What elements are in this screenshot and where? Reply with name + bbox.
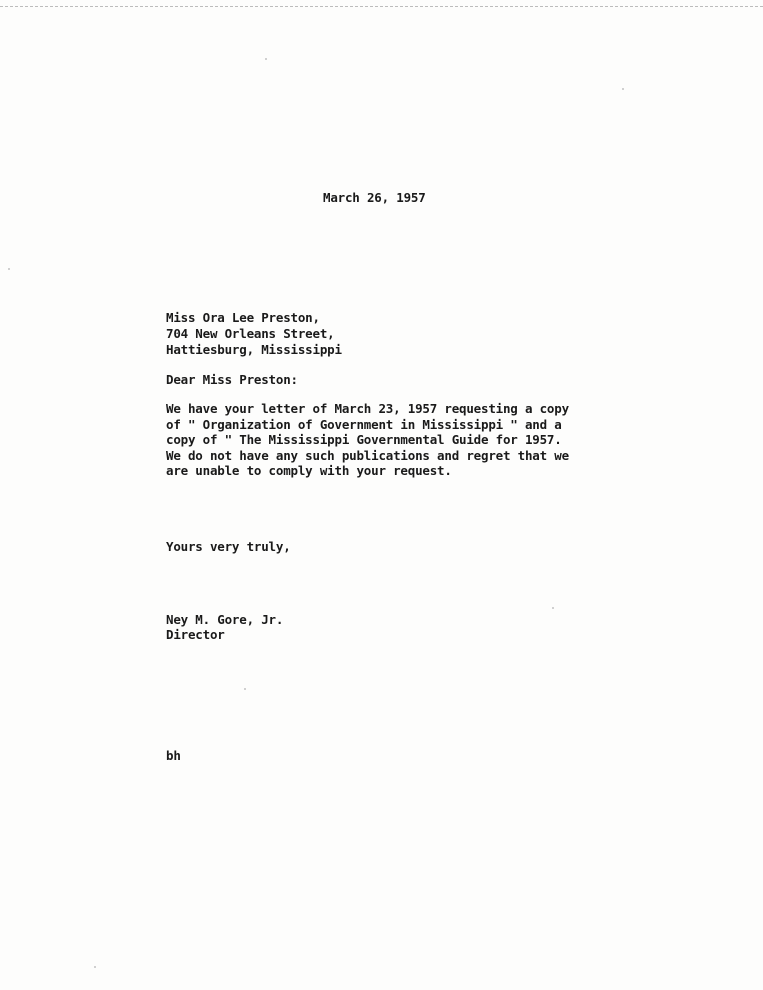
scan-speck xyxy=(8,268,10,270)
scan-speck xyxy=(244,688,246,690)
salutation: Dear Miss Preston: xyxy=(166,372,298,387)
recipient-name: Miss Ora Lee Preston, xyxy=(166,310,320,325)
letter-date: March 26, 1957 xyxy=(323,190,426,205)
scan-speck xyxy=(265,58,267,60)
scan-speck xyxy=(552,607,554,609)
signer-title: Director xyxy=(166,627,225,642)
recipient-address xyxy=(166,310,342,358)
body-line: copy of " The Mississippi Governmental Guide for 1957. xyxy=(166,432,562,447)
scan-speck xyxy=(622,88,624,90)
signature-block xyxy=(166,612,283,642)
body-line: are unable to comply with your request. xyxy=(166,463,452,478)
scan-speck xyxy=(94,966,96,968)
typist-initials: bh xyxy=(166,748,181,763)
recipient-city: Hattiesburg, Mississippi xyxy=(166,342,342,357)
closing: Yours very truly, xyxy=(166,539,291,554)
body-line: We have your letter of March 23, 1957 requesting a copy xyxy=(166,401,569,416)
scan-top-edge xyxy=(0,0,763,7)
body-line: We do not have any such publications and regret that we xyxy=(166,447,569,463)
signer-name: Ney M. Gore, Jr. xyxy=(166,612,284,627)
body-line: of " Organization of Government in Mississippi " and a xyxy=(166,416,562,432)
recipient-street: 704 New Orleans Street, xyxy=(166,326,335,341)
letter-body xyxy=(166,401,596,479)
